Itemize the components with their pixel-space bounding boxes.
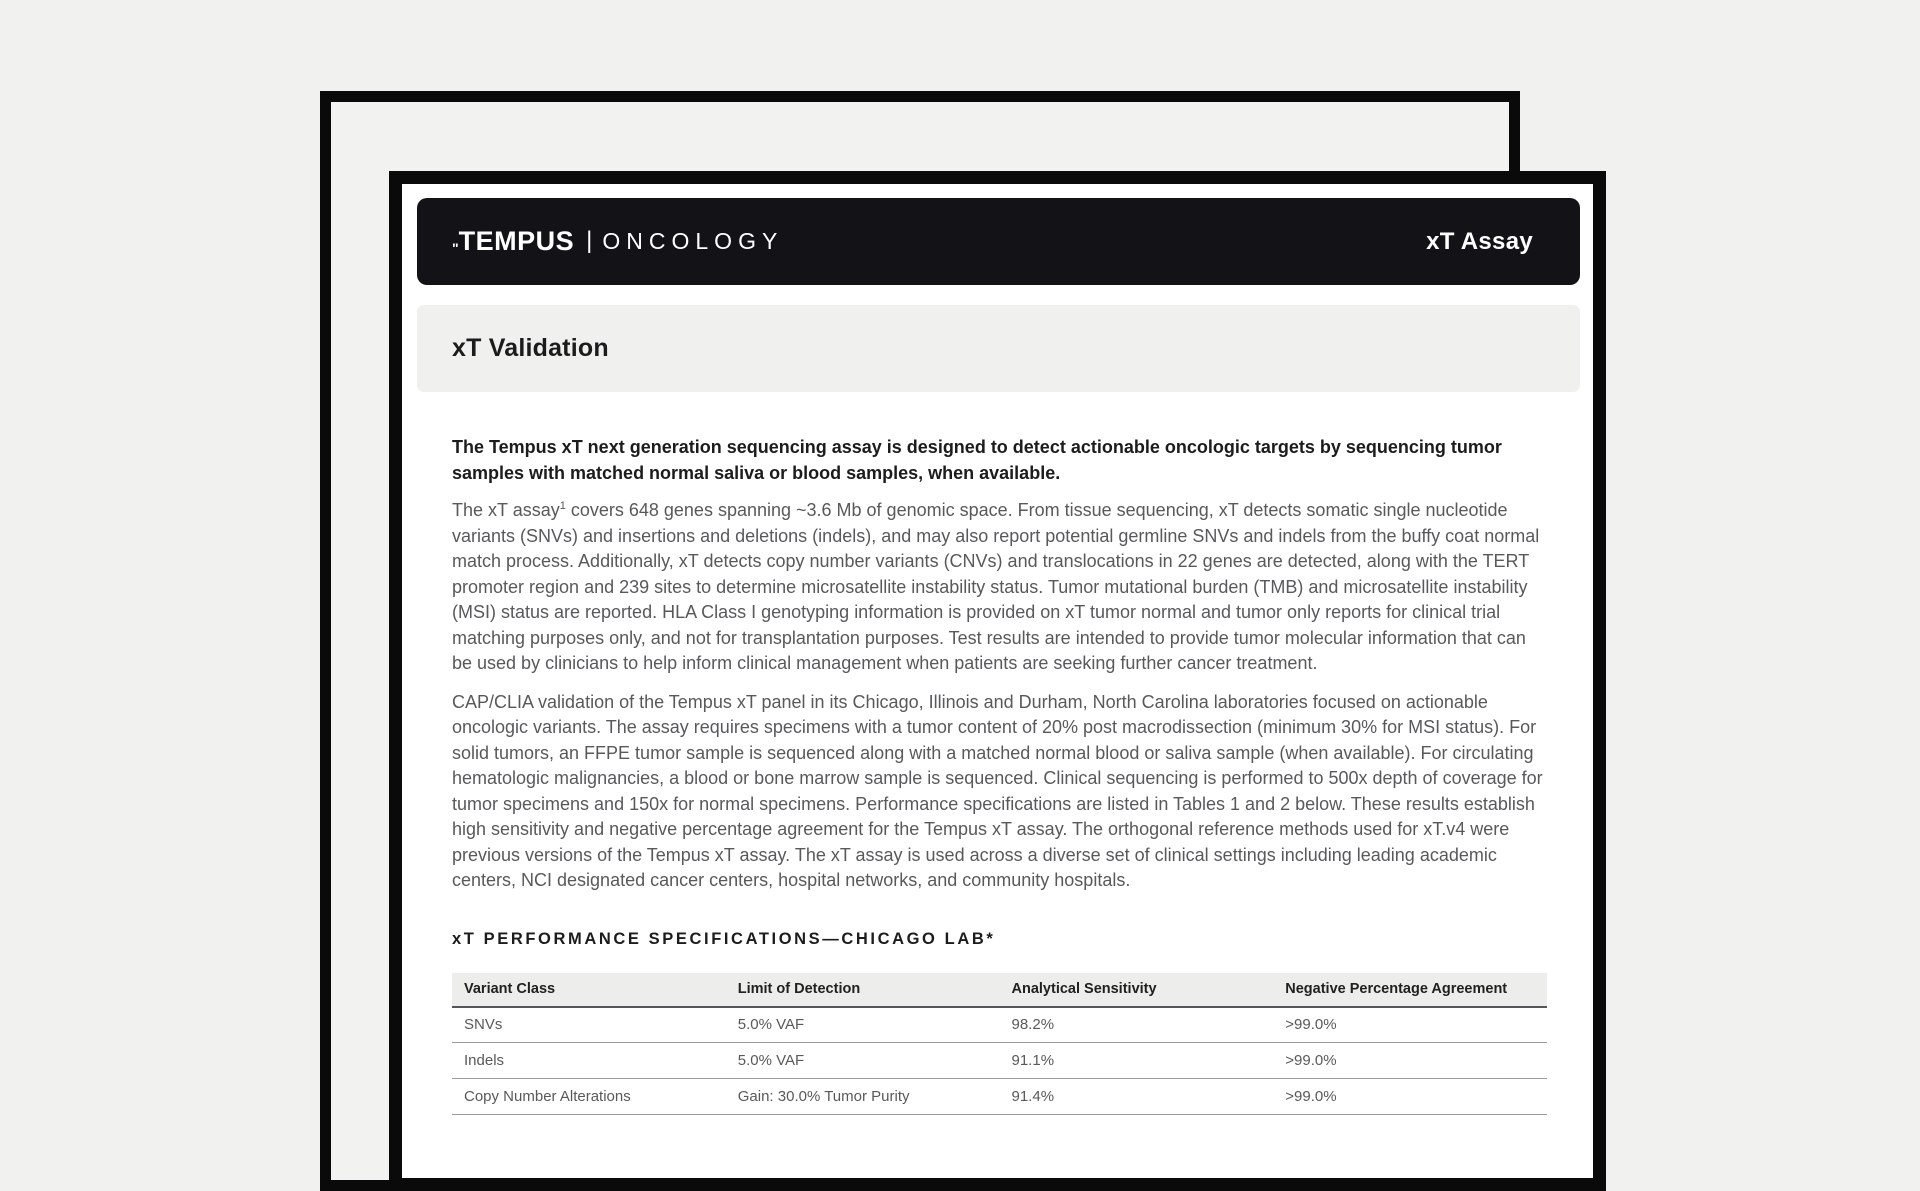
table-cell: Gain: 30.0% Tumor Purity [726,1079,1000,1115]
table-cell: 91.1% [1000,1043,1274,1079]
column-header-analytical-sensitivity: Analytical Sensitivity [1000,973,1274,1007]
table-cell: Indels [452,1043,726,1079]
table-row [452,1079,1547,1115]
paragraph-text: The xT assay [452,500,560,520]
document-page-front [389,171,1606,1191]
brand-header-bar [417,198,1580,285]
table-row [452,1043,1547,1079]
page-title: xT Validation [452,334,609,362]
oncology-wordmark: ONCOLOGY [602,228,784,254]
assay-name-label: xT Assay [1426,227,1533,255]
table-row [452,1007,1547,1043]
table-cell: 91.4% [1000,1079,1274,1115]
table-cell: >99.0% [1273,1079,1547,1115]
validation-description-paragraph: CAP/CLIA validation of the Tempus xT panel in its Chicago, Illinois and Durham, North Carolina laboratories focused on actionable oncologic variants. The assay requires specimens with a tumor content of 20% post macrodissection (minimum 30% for MSI status). For solid tumors, an FFPE tumor sample is sequenced along with a matched normal blood or saliva sample (when available). For circulating hematologic malignancies, a blood or bone marrow sample is sequenced. Clinical sequencing is performed to 500x depth of coverage for tumor specimens and 150x for normal specimens. Performance specifications are listed in Tables 1 and 2 below. These results establish high sensitivity and negative percentage agreement for the Tempus xT assay. The orthogonal reference methods used for xT.v4 were previous versions of the Tempus xT assay. The xT assay is used across a diverse set of clinical settings including leading academic centers, NCI designated cancer centers, hospital networks, and community hospitals. [452,691,1543,890]
document-title-bar [417,305,1580,392]
tempus-wordmark: TEMPUS [458,226,575,256]
paragraph-text: covers 648 genes spanning ~3.6 Mb of genomic space. From tissue sequencing, xT detects somatic single nucleotide variants (SNVs) and insertions and deletions (indels), and may also report potential germline SNVs and indels from the buffy coat normal match process. Additionally, xT detects copy number variants (CNVs) and translocations in 22 genes are detected, along with the TERT promoter region and 239 sites to determine microsatellite instability status. Tumor mutational burden (TMB) and microsatellite instability (MSI) status are reported. HLA Class I genotyping information is provided on xT tumor normal and tumor only reports for clinical trial matching purposes only, and not for transplantation purposes. Test results are intended to provide tumor molecular information that can be used by clinicians to help inform clinical management when patients are seeking further cancer treatment. [452,500,1540,673]
table-header-row [452,973,1547,1007]
intro-bold-paragraph: The Tempus xT next generation sequencing assay is designed to detect actionable oncologic targets by sequencing tumor samples with matched normal saliva or blood samples, when available. [452,437,1502,483]
performance-spec-table [452,973,1547,1116]
table-cell: >99.0% [1273,1007,1547,1043]
footnote-reference: 1 [559,500,566,512]
tempus-trademark-mark: " [452,240,457,256]
table-cell: 98.2% [1000,1007,1274,1043]
table-cell: 5.0% VAF [726,1043,1000,1079]
column-header-variant-class: Variant Class [452,973,726,1007]
table-cell: 5.0% VAF [726,1007,1000,1043]
assay-description-paragraph [452,498,1547,677]
performance-section-heading: xT PERFORMANCE SPECIFICATIONS—CHICAGO LAB* [452,929,996,948]
logo-divider: | [586,226,593,254]
table-cell: >99.0% [1273,1043,1547,1079]
column-header-negative-percentage-agreement: Negative Percentage Agreement [1273,973,1547,1007]
tempus-oncology-logo [452,226,783,257]
table-cell: SNVs [452,1007,726,1043]
document-body [402,392,1593,1115]
table-cell: Copy Number Alterations [452,1079,726,1115]
column-header-limit-of-detection: Limit of Detection [726,973,1000,1007]
